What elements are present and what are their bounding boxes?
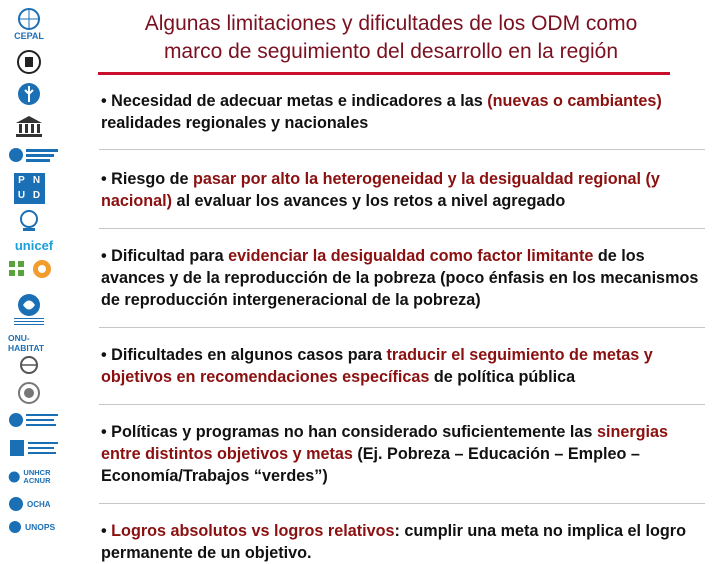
highlight-segment: traducir el seguimiento de metas y objetivos en recomendaciones específicas bbox=[101, 346, 653, 386]
unep-emblem-icon bbox=[8, 410, 60, 430]
unep-logo bbox=[8, 408, 60, 432]
bullet-text bbox=[101, 245, 703, 311]
pnud-letter: P bbox=[18, 174, 25, 186]
unodc-emblem-icon bbox=[16, 355, 42, 375]
bullet-item bbox=[101, 229, 703, 327]
ocha-label: OCHA bbox=[27, 499, 51, 509]
ops-logo bbox=[8, 144, 60, 166]
highlight-segment: sinergias entre distintos objetivos y metas bbox=[101, 423, 669, 463]
onu-habitat-logo bbox=[8, 334, 64, 352]
text-segment: • bbox=[101, 522, 112, 540]
bullet-item bbox=[101, 150, 703, 228]
title-underline bbox=[98, 72, 670, 75]
unifem-logo bbox=[8, 258, 52, 280]
text-segment: • Dificultad para bbox=[101, 247, 229, 265]
ilo-logo bbox=[8, 48, 50, 76]
wfp-logo bbox=[8, 286, 50, 332]
ocha-logo bbox=[8, 494, 64, 514]
unops-label: UNOPS bbox=[25, 522, 56, 532]
bullet-text bbox=[101, 421, 703, 487]
text-segment: al evaluar los avances y los retos a nivel agregado bbox=[172, 192, 566, 210]
wfp-emblem-icon bbox=[15, 292, 43, 318]
bullet-text bbox=[101, 344, 703, 388]
oit-emblem-icon bbox=[15, 381, 43, 405]
text-segment: realidades regionales y nacionales bbox=[101, 114, 369, 132]
unops-emblem-icon bbox=[8, 520, 22, 534]
cepal-logo bbox=[8, 4, 50, 44]
unhcr-emblem-icon bbox=[8, 468, 20, 486]
bullet-item bbox=[101, 328, 703, 404]
highlight-segment: (nuevas o cambiantes) bbox=[487, 92, 662, 110]
agency-logos-sidebar bbox=[0, 0, 64, 540]
bullet-text bbox=[101, 168, 703, 212]
text-segment: : cumplir una meta no implica el logro permanente de un objetivo. bbox=[101, 522, 686, 562]
unicef-label: unicef bbox=[14, 237, 54, 253]
pnud-letter: U bbox=[17, 189, 26, 201]
text-segment: • Políticas y programas no han considerado suficientemente las bbox=[101, 423, 597, 441]
bullet-item bbox=[101, 504, 703, 564]
unhcr-label: UNHCR ACNUR bbox=[23, 468, 51, 485]
flower-icon bbox=[32, 259, 52, 279]
ilo-emblem-icon bbox=[16, 49, 42, 75]
bullet-list bbox=[101, 90, 703, 564]
un-emblem-icon bbox=[16, 7, 42, 31]
fao-emblem-icon bbox=[16, 81, 42, 107]
title-line-2: marco de seguimiento del desarrollo en la región bbox=[163, 40, 619, 63]
grid-emblem-icon bbox=[8, 260, 26, 278]
bullet-text bbox=[101, 520, 703, 564]
bullet-item bbox=[101, 90, 703, 149]
unodc-logo bbox=[8, 354, 50, 376]
pnud-logo bbox=[8, 172, 50, 204]
fao-logo bbox=[8, 80, 50, 108]
unesco-logo bbox=[8, 112, 50, 140]
ifad-emblem-icon bbox=[8, 438, 60, 458]
title-line-1: Algunas limitaciones y dificultades de los ODM como bbox=[144, 12, 638, 35]
cepal-label: CEPAL bbox=[14, 31, 44, 41]
text-segment: de los avances y de la reproducción de la pobreza (poco énfasis en los mecanismos de reproducción intergeneracional de la pobreza) bbox=[101, 247, 699, 309]
highlight-segment: evidenciar la desigualdad como factor limitante bbox=[228, 247, 594, 265]
ifad-logo bbox=[8, 436, 60, 460]
unops-logo bbox=[8, 518, 64, 536]
oit-logo bbox=[8, 380, 50, 406]
text-segment: • Dificultades en algunos casos para bbox=[101, 346, 387, 364]
bullet-item bbox=[101, 405, 703, 503]
temple-icon bbox=[14, 114, 44, 138]
bullet-text bbox=[101, 90, 703, 134]
highlight-segment: Logros absolutos vs logros relativos bbox=[111, 522, 395, 540]
pnud-letter: D bbox=[32, 189, 41, 201]
unicef-logo bbox=[8, 236, 60, 254]
ops-emblem-icon bbox=[8, 146, 60, 164]
onu-habitat-label: ONU-HABITAT bbox=[8, 333, 45, 353]
pnud-letter: N bbox=[32, 174, 41, 186]
highlight-segment: pasar por alto la heterogeneidad y la desigualdad regional (y nacional) bbox=[101, 170, 660, 210]
text-segment: (Ej. Pobreza – Educación – Empleo – Economía/Trabajos “verdes”) bbox=[101, 445, 640, 485]
unfpa-emblem-icon bbox=[15, 209, 43, 233]
slide-title bbox=[96, 10, 686, 66]
text-segment: • Riesgo de bbox=[101, 170, 194, 188]
unhcr-logo bbox=[8, 466, 62, 488]
text-segment: de política pública bbox=[429, 368, 576, 386]
unfpa-logo bbox=[8, 208, 50, 234]
ocha-emblem-icon bbox=[8, 496, 24, 512]
text-segment: • Necesidad de adecuar metas e indicadores a las bbox=[101, 92, 488, 110]
